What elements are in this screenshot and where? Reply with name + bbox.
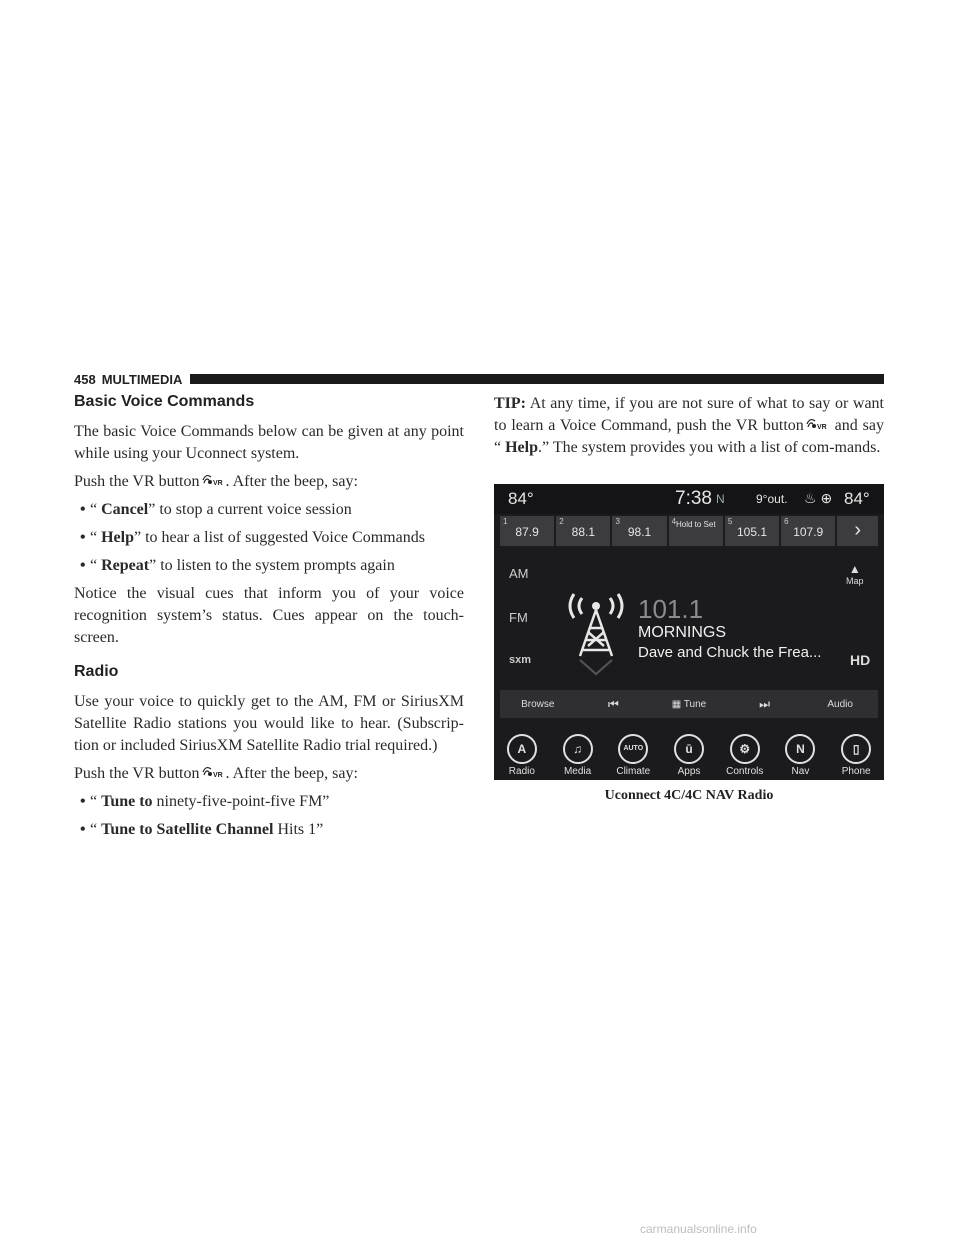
dock-radio[interactable]: A Radio [494,730,550,780]
preset-2[interactable]: 2 88.1 [556,516,610,546]
preset-4[interactable]: 4 Hold to Set [669,516,723,546]
dock-climate[interactable]: AUTO Climate [605,730,661,780]
list-item: • “ Tune to ninety-five-point-five FM” [80,793,330,810]
preset-6[interactable]: 6 107.9 [781,516,835,546]
tune-button[interactable]: ▦ Tune [671,698,707,710]
preset-3[interactable]: 3 98.1 [612,516,666,546]
grid-icon: ▦ [671,698,684,710]
radio-paragraph: Use your voice to quickly get to the AM, FM or SiriusXM Satellite Radio stations you would like to hear. (Subscrip-tion or included SiriusXM Satellite Radio trial required.) [74,693,464,754]
music-note-icon: ♫ [563,734,593,764]
watermark: carmanualsonline.info [640,1222,757,1236]
preset-5[interactable]: 5 105.1 [725,516,779,546]
phone-icon: ▯ [841,734,871,764]
page-header [74,370,884,388]
seat-heat-icon[interactable]: ♨ ⊕ [804,490,833,506]
station-frequency: 101.1 [638,594,704,624]
list-item: • “ Tune to Satellite Channel Hits 1” [80,821,324,838]
section-title: MULTIMEDIA [101,371,183,387]
map-arrow-icon: ▲ [848,562,861,576]
header-rule [190,374,884,384]
climate-auto-icon: AUTO [618,734,648,764]
band-fm[interactable]: FM [509,610,528,625]
dock-apps[interactable]: ū Apps [661,730,717,780]
vr-button-icon [806,417,828,431]
figure-caption: Uconnect 4C/4C NAV Radio [604,788,774,803]
clock: 7:38 [675,488,712,509]
left-column [74,393,464,847]
radio-icon: A [507,734,537,764]
apps-icon: ū [674,734,704,764]
list-item: • “ Cancel” to stop a current voice session [80,501,352,518]
heading-radio: Radio [74,663,119,680]
vr-button-icon [202,473,224,487]
intro-paragraph: The basic Voice Commands below can be given at any point while using your Uconnect system. [74,423,464,462]
wrench-icon: ⚙ [730,734,760,764]
page-number: 458 [74,371,96,387]
svg-text:VR: VR [212,772,223,779]
uconnect-radio-screen [494,484,884,780]
dock-phone[interactable]: ▯ Phone [828,730,884,780]
control-bar [500,690,878,718]
compass-icon: N [785,734,815,764]
dock-controls[interactable]: ⚙ Controls [717,730,773,780]
driver-temp[interactable]: 84° [508,489,534,508]
radio-command-list [74,791,464,841]
browse-button[interactable]: Browse [521,698,555,710]
radio-tower-icon [560,584,632,676]
list-item: • “ Help” to hear a list of suggested Voice Commands [80,529,425,546]
audio-button[interactable]: Audio [827,698,853,710]
compass-heading: N [716,492,725,506]
hd-radio-button[interactable]: HD [850,652,871,668]
program-title: MORNINGS [638,624,726,641]
chevron-right-icon: › [854,519,861,541]
preset-1[interactable]: 1 87.9 [500,516,554,546]
vr-button-icon [202,765,224,779]
band-am[interactable]: AM [509,566,529,581]
passenger-temp[interactable]: 84° [844,489,870,508]
tip-paragraph: TIP: At any time, if you are not sure of what to say or want to learn a Voice Command, push the VR button VR and say “ Help.” The system provides you with a list of com-mands. [494,395,884,456]
dock-media[interactable]: ♫ Media [550,730,606,780]
next-presets-button[interactable] [837,516,878,546]
visual-cues-paragraph: Notice the visual cues that inform you of your voice recognition system’s status. Cues appear on the touch-screen. [74,585,464,646]
outside-temp: 9°out. [756,492,788,506]
right-column [494,393,884,465]
preset-bar [500,516,878,546]
heading-basic-voice-commands: Basic Voice Commands [74,393,255,410]
svg-text:VR: VR [212,480,223,487]
voice-command-list [74,499,464,577]
svg-text:VR: VR [816,424,827,431]
dock-nav[interactable]: N Nav [773,730,829,780]
push-vr-instruction: Push the VR button VR . After the beep, say: [74,473,358,490]
push-vr-instruction-2: Push the VR button VR . After the beep, say: [74,765,358,782]
program-subtitle: Dave and Chuck the Frea... [638,644,822,661]
seek-back-icon[interactable]: ⏮ [607,696,619,711]
seek-forward-icon[interactable]: ⏭ [759,696,770,711]
status-bar [494,484,884,514]
list-item: • “ Repeat” to listen to the system prompts again [80,557,395,574]
map-button[interactable]: ▲ Map [846,562,864,586]
band-sxm[interactable]: sxm [509,654,532,666]
app-dock [494,730,884,780]
